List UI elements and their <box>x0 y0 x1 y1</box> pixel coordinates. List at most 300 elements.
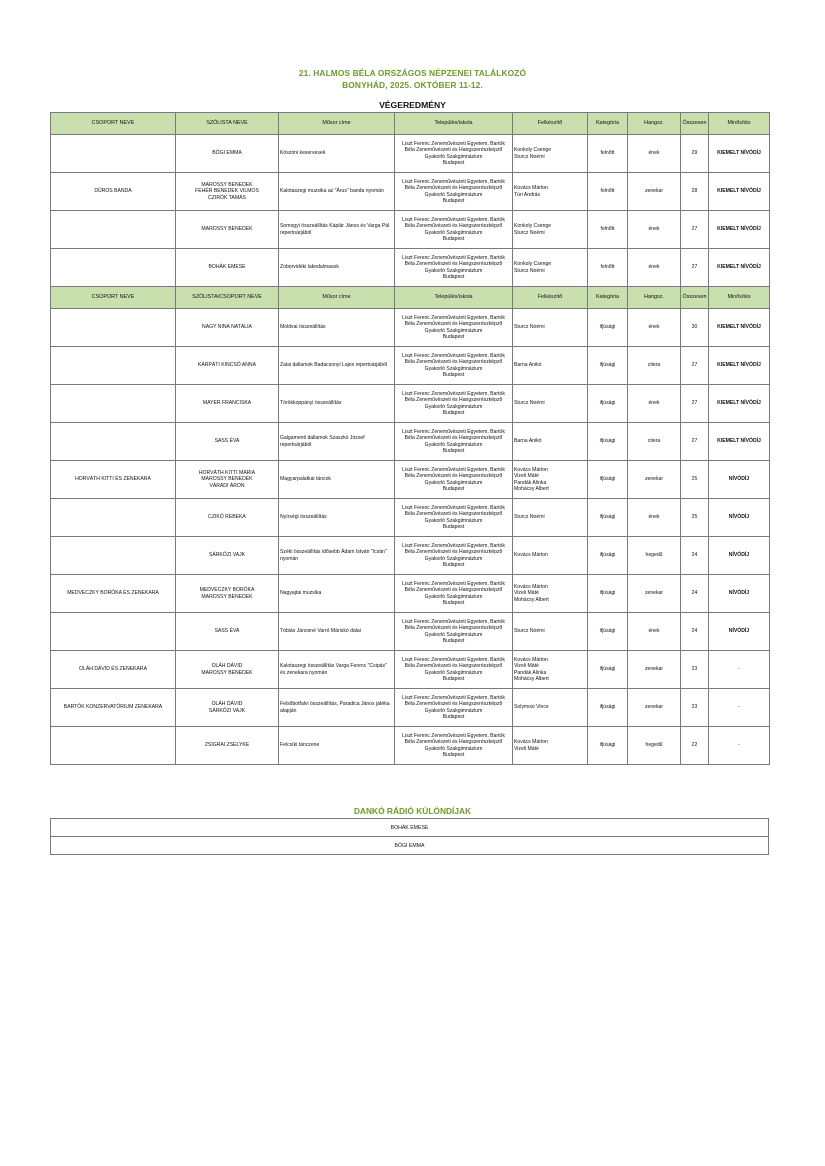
teacher-cell <box>513 211 588 249</box>
cell-line: Sturcz Noémi <box>514 628 545 635</box>
program-cell: Tóbiás Jánosné Varró Máriskó dalai <box>279 613 395 651</box>
soloist-cell <box>176 173 279 211</box>
category-cell: ifjúsági <box>588 651 628 689</box>
cell-line: Liszt Ferenc Zeneművészeti Egyetem, Bartók <box>402 732 505 739</box>
column-header: Műsor címe <box>279 287 395 309</box>
cell-line: Mohácsy Albert <box>514 485 549 492</box>
cell-line: Vizeli Máté <box>514 663 539 670</box>
table-header-row <box>51 287 770 309</box>
cell-line: Béla Zeneművészeti és Hangszerészképző <box>404 625 503 632</box>
cell-line: Budapest <box>442 409 465 416</box>
instrument-cell: hegedű <box>628 727 681 765</box>
cell-line: CZIKÓ REBEKA <box>208 514 246 521</box>
cell-line: Gyakorló Szakgimnázium <box>424 631 483 638</box>
category-cell: felnőtt <box>588 249 628 287</box>
program-cell: Felsőbotfalvi összeállítás, Paradica János játéka alapján <box>279 689 395 727</box>
cell-line: Sturcz Noémi <box>514 153 545 160</box>
soloist-cell <box>176 347 279 385</box>
rating-cell: KIEMELT NÍVÓDÍJ <box>709 173 770 211</box>
instrument-cell: ének <box>628 249 681 287</box>
cell-line: Liszt Ferenc Zeneművészeti Egyetem, Bartók <box>402 694 505 701</box>
group-name-cell <box>51 499 176 537</box>
teacher-cell <box>513 727 588 765</box>
cell-line: OLÁH DÁVID <box>211 701 243 708</box>
column-header: Felkészítő <box>513 113 588 135</box>
total-score-cell: 27 <box>681 423 709 461</box>
instrument-cell: citera <box>628 423 681 461</box>
rating-cell: KIEMELT NÍVÓDÍJ <box>709 423 770 461</box>
instrument-cell: ének <box>628 135 681 173</box>
program-cell: Felcsíki tánczene <box>279 727 395 765</box>
school-cell <box>395 309 513 347</box>
cell-line: Pandák Alinka <box>514 479 547 486</box>
cell-line: Liszt Ferenc Zeneművészeti Egyetem, Bartók <box>402 542 505 549</box>
cell-line: Barna Anikó <box>514 438 542 445</box>
cell-line: Kovács Márton <box>514 466 548 473</box>
teacher-cell <box>513 461 588 499</box>
category-cell: felnőtt <box>588 173 628 211</box>
rating-cell: KIEMELT NÍVÓDÍJ <box>709 249 770 287</box>
group-name-cell <box>51 249 176 287</box>
table-row <box>51 173 770 211</box>
cell-line: Vizeli Máté <box>514 590 539 597</box>
category-cell: ifjúsági <box>588 727 628 765</box>
cell-line: Konkoly Csenge <box>514 223 552 230</box>
rating-cell: - <box>709 651 770 689</box>
cell-line: BÖGI EMMA <box>212 150 242 157</box>
rating-cell: NÍVÓDÍJ <box>709 537 770 575</box>
cell-line: KÁRPÁTI KINCSŐ ANNA <box>197 362 257 369</box>
program-cell: Somogyi összeállítás Káplár János és Varga Pál repertoárjából <box>279 211 395 249</box>
instrument-cell: citera <box>628 347 681 385</box>
teacher-cell <box>513 249 588 287</box>
cell-line: Gyakorló Szakgimnázium <box>424 191 483 198</box>
cell-line: Budapest <box>442 159 465 166</box>
total-score-cell: 23 <box>681 689 709 727</box>
special-award-winner: BÖGI EMMA <box>51 837 769 855</box>
cell-line: CZIRÓK TAMÁS <box>208 194 246 201</box>
cell-line: HORVÁTH KITTI MÁRIA <box>198 470 256 477</box>
category-cell: ifjúsági <box>588 347 628 385</box>
cell-line: SASS ÉVA <box>214 438 240 445</box>
teacher-cell <box>513 689 588 727</box>
group-name-cell <box>51 135 176 173</box>
teacher-cell <box>513 499 588 537</box>
cell-line: Gyakorló Szakgimnázium <box>424 479 483 486</box>
cell-line: Liszt Ferenc Zeneművészeti Egyetem, Bartók <box>402 352 505 359</box>
column-header: Kategória <box>588 287 628 309</box>
category-cell: ifjúsági <box>588 461 628 499</box>
special-awards-table <box>50 818 769 855</box>
total-score-cell: 29 <box>681 135 709 173</box>
cell-line: Budapest <box>442 751 465 758</box>
column-header: Műsor címe <box>279 113 395 135</box>
soloist-cell <box>176 575 279 613</box>
soloist-cell <box>176 537 279 575</box>
teacher-cell <box>513 651 588 689</box>
cell-line: Liszt Ferenc Zeneművészeti Egyetem, Bartók <box>402 580 505 587</box>
column-header: CSOPORT NEVE <box>51 113 176 135</box>
special-award-winner: BOHÁK EMESE <box>51 819 769 837</box>
soloist-cell <box>176 249 279 287</box>
instrument-cell: hegedű <box>628 537 681 575</box>
teacher-cell <box>513 423 588 461</box>
table-row <box>51 135 770 173</box>
program-cell: Köszöni keservesek <box>279 135 395 173</box>
cell-line: Konkoly Csenge <box>514 261 552 268</box>
school-cell <box>395 537 513 575</box>
cell-line: NAGY NINA NATÁLIA <box>202 324 252 331</box>
category-cell: felnőtt <box>588 135 628 173</box>
school-cell <box>395 499 513 537</box>
special-awards-title: DANKÓ RÁDIÓ KÜLÖNDÍJAK <box>353 806 472 816</box>
instrument-cell: zenekar <box>628 689 681 727</box>
cell-line: MAROSSY BENEDEK <box>201 669 253 676</box>
cell-line: Kovács Márton <box>514 185 548 192</box>
soloist-cell <box>176 727 279 765</box>
cell-line: Gyakorló Szakgimnázium <box>424 745 483 752</box>
event-title: 21. HALMOS BÉLA ORSZÁGOS NÉPZENEI TALÁLKOZÓ <box>298 68 527 78</box>
teacher-cell <box>513 173 588 211</box>
cell-line: Béla Zeneművészeti és Hangszerészképző <box>404 511 503 518</box>
group-name-cell <box>51 537 176 575</box>
cell-line: ZSIGRAI ZSELYKE <box>204 742 250 749</box>
rating-cell: NÍVÓDÍJ <box>709 575 770 613</box>
cell-line: Liszt Ferenc Zeneművészeti Egyetem, Bartók <box>402 390 505 397</box>
results-heading: VÉGEREDMÉNY <box>379 100 446 110</box>
cell-line: Liszt Ferenc Zeneművészeti Egyetem, Bartók <box>402 140 505 147</box>
table-row <box>51 537 770 575</box>
total-score-cell: 24 <box>681 613 709 651</box>
group-name-cell <box>51 211 176 249</box>
cell-line: SASS ÉVA <box>214 628 240 635</box>
column-header: CSOPORT NEVE <box>51 287 176 309</box>
cell-line: Gyakorló Szakgimnázium <box>424 555 483 562</box>
category-cell: ifjúsági <box>588 689 628 727</box>
program-cell: Széki összeállítás idősebb Ádám István "Icsán" nyomán <box>279 537 395 575</box>
cell-line: Budapest <box>442 485 465 492</box>
school-cell <box>395 347 513 385</box>
cell-line: Gyakorló Szakgimnázium <box>424 267 483 274</box>
soloist-cell <box>176 211 279 249</box>
teacher-cell <box>513 347 588 385</box>
school-cell <box>395 249 513 287</box>
cell-line: Béla Zeneművészeti és Hangszerészképző <box>404 473 503 480</box>
rating-cell: - <box>709 727 770 765</box>
group-name-cell <box>51 727 176 765</box>
cell-line: Béla Zeneművészeti és Hangszerészképző <box>404 359 503 366</box>
school-cell <box>395 135 513 173</box>
cell-line: Liszt Ferenc Zeneművészeti Egyetem, Bartók <box>402 466 505 473</box>
instrument-cell: zenekar <box>628 173 681 211</box>
total-score-cell: 30 <box>681 309 709 347</box>
instrument-cell: zenekar <box>628 651 681 689</box>
rating-cell: NÍVÓDÍJ <box>709 461 770 499</box>
cell-line: Konkoly Csenge <box>514 147 552 154</box>
program-cell: Nagyajtai muzsika <box>279 575 395 613</box>
total-score-cell: 23 <box>681 651 709 689</box>
cell-line: Sturcz Noémi <box>514 324 545 331</box>
cell-line: Gyakorló Szakgimnázium <box>424 153 483 160</box>
program-cell: Magyarpalatkai táncok <box>279 461 395 499</box>
group-name-cell <box>51 613 176 651</box>
cell-line: Budapest <box>442 197 465 204</box>
table-row <box>51 211 770 249</box>
cell-line: Sturcz Noémi <box>514 229 545 236</box>
special-award-row <box>51 819 769 837</box>
group-name-cell: DŰROS BANDA <box>51 173 176 211</box>
soloist-cell <box>176 135 279 173</box>
soloist-cell <box>176 499 279 537</box>
cell-line: Kovács Márton <box>514 656 548 663</box>
column-header: Hangsz. <box>628 113 681 135</box>
school-cell <box>395 613 513 651</box>
cell-line: Túri András <box>514 191 541 198</box>
event-date-location: BONYHÁD, 2025. OKTÓBER 11-12. <box>342 80 483 90</box>
cell-line: Mohácsy Albert <box>514 596 549 603</box>
total-score-cell: 27 <box>681 385 709 423</box>
group-name-cell <box>51 347 176 385</box>
column-header: Kategória <box>588 113 628 135</box>
total-score-cell: 25 <box>681 461 709 499</box>
school-cell <box>395 575 513 613</box>
column-header: Minősítés <box>709 113 770 135</box>
cell-line: Solymosi Vince <box>514 704 549 711</box>
cell-line: Béla Zeneművészeti és Hangszerészképző <box>404 185 503 192</box>
total-score-cell: 28 <box>681 173 709 211</box>
teacher-cell <box>513 575 588 613</box>
rating-cell: NÍVÓDÍJ <box>709 613 770 651</box>
table-row <box>51 309 770 347</box>
total-score-cell: 22 <box>681 727 709 765</box>
cell-line: Béla Zeneművészeti és Hangszerészképző <box>404 587 503 594</box>
cell-line: MAROSSY BENEDEK <box>201 182 253 189</box>
category-cell: ifjúsági <box>588 575 628 613</box>
table-row <box>51 423 770 461</box>
cell-line: Liszt Ferenc Zeneművészeti Egyetem, Bartók <box>402 216 505 223</box>
teacher-cell <box>513 135 588 173</box>
instrument-cell: ének <box>628 385 681 423</box>
cell-line: Gyakorló Szakgimnázium <box>424 403 483 410</box>
instrument-cell: zenekar <box>628 575 681 613</box>
program-cell: Kalotaszegi muzsika az "Árus" banda nyomán <box>279 173 395 211</box>
school-cell <box>395 173 513 211</box>
group-name-cell <box>51 309 176 347</box>
cell-line: MAROSSY BENEDEK <box>201 476 253 483</box>
cell-line: Béla Zeneművészeti és Hangszerészképző <box>404 261 503 268</box>
cell-line: Kovács Márton <box>514 552 548 559</box>
program-cell: Kalotaszegi összeállítás Varga Ferenc "Csipás" és zenekara nyomán <box>279 651 395 689</box>
instrument-cell: ének <box>628 499 681 537</box>
cell-line: Béla Zeneművészeti és Hangszerészképző <box>404 147 503 154</box>
cell-line: Gyakorló Szakgimnázium <box>424 669 483 676</box>
cell-line: Kovács Márton <box>514 739 548 746</box>
cell-line: Liszt Ferenc Zeneművészeti Egyetem, Bartók <box>402 178 505 185</box>
cell-line: Béla Zeneművészeti és Hangszerészképző <box>404 223 503 230</box>
cell-line: Sturcz Noémi <box>514 514 545 521</box>
total-score-cell: 27 <box>681 249 709 287</box>
cell-line: Gyakorló Szakgimnázium <box>424 229 483 236</box>
cell-line: Pandák Alinka <box>514 669 547 676</box>
cell-line: BOHÁK EMESE <box>208 264 246 271</box>
cell-line: Budapest <box>442 561 465 568</box>
table-row <box>51 689 770 727</box>
program-cell: Zalai dallamok Badacsonyi Lajos repertoárjából <box>279 347 395 385</box>
cell-line: Budapest <box>442 599 465 606</box>
cell-line: Mohácsy Albert <box>514 675 549 682</box>
cell-line: Budapest <box>442 235 465 242</box>
special-award-row <box>51 837 769 855</box>
cell-line: Béla Zeneművészeti és Hangszerészképző <box>404 663 503 670</box>
soloist-cell <box>176 613 279 651</box>
program-cell: Törökkoppányi összeállítás <box>279 385 395 423</box>
cell-line: Gyakorló Szakgimnázium <box>424 593 483 600</box>
instrument-cell: ének <box>628 613 681 651</box>
school-cell <box>395 727 513 765</box>
soloist-cell <box>176 689 279 727</box>
cell-line: Budapest <box>442 273 465 280</box>
category-cell: ifjúsági <box>588 423 628 461</box>
cell-line: OLÁH DÁVID <box>211 663 243 670</box>
school-cell <box>395 689 513 727</box>
cell-line: Gyakorló Szakgimnázium <box>424 517 483 524</box>
instrument-cell: ének <box>628 211 681 249</box>
cell-line: Béla Zeneművészeti és Hangszerészképző <box>404 321 503 328</box>
teacher-cell <box>513 309 588 347</box>
column-header: SZÓLISTA/CSOPORT NEVE <box>176 287 279 309</box>
school-cell <box>395 423 513 461</box>
teacher-cell <box>513 613 588 651</box>
cell-line: Budapest <box>442 675 465 682</box>
cell-line: Gyakorló Szakgimnázium <box>424 365 483 372</box>
group-name-cell: HORVÁTH KITTI ÉS ZENEKARA <box>51 461 176 499</box>
cell-line: MAROSSY BENEDEK <box>201 226 253 233</box>
cell-line: Budapest <box>442 523 465 530</box>
rating-cell: KIEMELT NÍVÓDÍJ <box>709 385 770 423</box>
teacher-cell <box>513 385 588 423</box>
teacher-cell <box>513 537 588 575</box>
cell-line: MEDVECZKY BORÓKA <box>199 587 255 594</box>
category-cell: ifjúsági <box>588 499 628 537</box>
cell-line: Gyakorló Szakgimnázium <box>424 327 483 334</box>
rating-cell: KIEMELT NÍVÓDÍJ <box>709 347 770 385</box>
group-name-cell: BARTÓK KONZERVATÓRIUM ZENEKARA <box>51 689 176 727</box>
column-header: Minősítés <box>709 287 770 309</box>
cell-line: Budapest <box>442 333 465 340</box>
column-header: Hangsz. <box>628 287 681 309</box>
total-score-cell: 25 <box>681 499 709 537</box>
cell-line: Béla Zeneművészeti és Hangszerészképző <box>404 549 503 556</box>
cell-line: Béla Zeneművészeti és Hangszerészképző <box>404 397 503 404</box>
school-cell <box>395 211 513 249</box>
cell-line: SÁRKÖZI VAJK <box>208 707 246 714</box>
cell-line: Vizeli Máté <box>514 473 539 480</box>
category-cell: ifjúsági <box>588 537 628 575</box>
table-row <box>51 347 770 385</box>
cell-line: Liszt Ferenc Zeneművészeti Egyetem, Bartók <box>402 504 505 511</box>
category-cell: ifjúsági <box>588 309 628 347</box>
cell-line: Liszt Ferenc Zeneművészeti Egyetem, Bartók <box>402 618 505 625</box>
total-score-cell: 24 <box>681 537 709 575</box>
table-header-row <box>51 113 770 135</box>
program-cell: Galgamenti dallamok Szaszkó József repertoárjából <box>279 423 395 461</box>
cell-line: Kovács Márton <box>514 584 548 591</box>
rating-cell: KIEMELT NÍVÓDÍJ <box>709 135 770 173</box>
cell-line: Liszt Ferenc Zeneművészeti Egyetem, Bartók <box>402 428 505 435</box>
column-header: Település/iskola <box>395 113 513 135</box>
table-row <box>51 249 770 287</box>
total-score-cell: 27 <box>681 211 709 249</box>
cell-line: Liszt Ferenc Zeneművészeti Egyetem, Bartók <box>402 254 505 261</box>
cell-line: Liszt Ferenc Zeneművészeti Egyetem, Bartók <box>402 314 505 321</box>
group-name-cell: MEDVECZKY BORÓKA ÉS ZENEKARA <box>51 575 176 613</box>
cell-line: Barna Anikó <box>514 362 542 369</box>
table-row <box>51 613 770 651</box>
cell-line: MAROSSY BENEDEK <box>201 593 253 600</box>
column-header: Összesen <box>681 113 709 135</box>
soloist-cell <box>176 651 279 689</box>
cell-line: Budapest <box>442 371 465 378</box>
cell-line: Budapest <box>442 447 465 454</box>
table-row <box>51 385 770 423</box>
cell-line: Béla Zeneművészeti és Hangszerészképző <box>404 701 503 708</box>
cell-line: Béla Zeneművészeti és Hangszerészképző <box>404 435 503 442</box>
column-header: Összesen <box>681 287 709 309</box>
soloist-cell <box>176 309 279 347</box>
cell-line: VÁRADI ÁRON <box>209 482 245 489</box>
category-cell: felnőtt <box>588 211 628 249</box>
column-header: SZÓLISTA NEVE <box>176 113 279 135</box>
total-score-cell: 24 <box>681 575 709 613</box>
table-row <box>51 651 770 689</box>
program-cell: Moldvai összeállítás <box>279 309 395 347</box>
cell-line: Vizeli Máté <box>514 745 539 752</box>
program-cell: Zoborvidéki lakodalmasok <box>279 249 395 287</box>
rating-cell: - <box>709 689 770 727</box>
cell-line: FEHÉR BENEDEK VILMOS <box>195 188 259 195</box>
total-score-cell: 27 <box>681 347 709 385</box>
cell-line: Gyakorló Szakgimnázium <box>424 441 483 448</box>
cell-line: Sturcz Noémi <box>514 267 545 274</box>
soloist-cell <box>176 461 279 499</box>
instrument-cell: ének <box>628 309 681 347</box>
instrument-cell: zenekar <box>628 461 681 499</box>
school-cell <box>395 461 513 499</box>
soloist-cell <box>176 385 279 423</box>
cell-line: Sturcz Noémi <box>514 400 545 407</box>
table-row <box>51 461 770 499</box>
cell-line: Budapest <box>442 713 465 720</box>
category-cell: ifjúsági <box>588 385 628 423</box>
rating-cell: KIEMELT NÍVÓDÍJ <box>709 309 770 347</box>
group-name-cell: OLÁH DÁVID ÉS ZENEKARA <box>51 651 176 689</box>
rating-cell: KIEMELT NÍVÓDÍJ <box>709 211 770 249</box>
category-cell: ifjúsági <box>588 613 628 651</box>
cell-line: Gyakorló Szakgimnázium <box>424 707 483 714</box>
group-name-cell <box>51 423 176 461</box>
cell-line: Liszt Ferenc Zeneművészeti Egyetem, Bartók <box>402 656 505 663</box>
results-table <box>50 112 770 765</box>
soloist-cell <box>176 423 279 461</box>
table-row <box>51 575 770 613</box>
group-name-cell <box>51 385 176 423</box>
column-header: Felkészítő <box>513 287 588 309</box>
table-row <box>51 499 770 537</box>
rating-cell: NÍVÓDÍJ <box>709 499 770 537</box>
table-row <box>51 727 770 765</box>
cell-line: MAYER FRANCISKA <box>202 400 252 407</box>
cell-line: SÁRKÖZI VAJK <box>208 552 246 559</box>
